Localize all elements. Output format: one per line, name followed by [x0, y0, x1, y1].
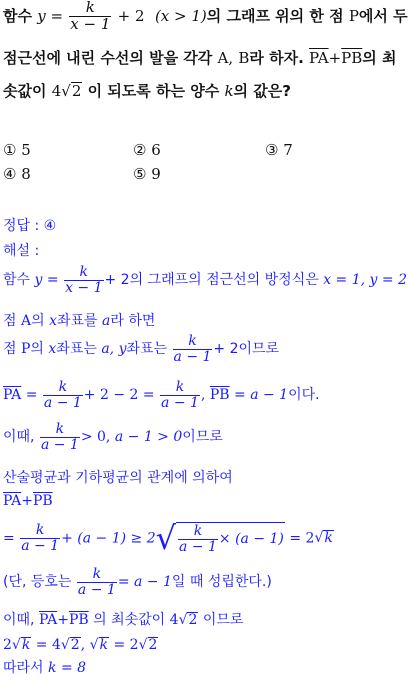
- math-text: k = 8: [48, 660, 87, 676]
- option-5[interactable]: [133, 165, 161, 183]
- math-text: a − 1 > 0: [114, 429, 183, 446]
- option-value: 5: [21, 141, 31, 159]
- fraction: [20, 523, 60, 553]
- solution-text: 이다.: [288, 387, 320, 404]
- fraction: [40, 422, 80, 452]
- problem-line-3: [3, 82, 291, 100]
- answer-label: 정답 : ④: [3, 218, 57, 234]
- math-condition: (x > 1): [154, 6, 207, 25]
- segment-pa: $\overline{PA}$: [309, 49, 329, 67]
- fraction: [173, 334, 213, 364]
- fraction: [77, 567, 117, 597]
- math-var: y: [118, 341, 127, 358]
- solution-text: 일 때 성립한다.): [171, 574, 272, 591]
- math-point: A: [217, 49, 229, 67]
- fraction-denominator: x − 1: [70, 14, 111, 33]
- math-text: +: [328, 49, 342, 67]
- math-point: P: [348, 6, 359, 25]
- math-var: x: [48, 341, 57, 358]
- fraction-denominator: a − 1: [43, 394, 82, 411]
- math-text: 4: [51, 82, 62, 100]
- segment-pb: $\overline{PB}$: [68, 612, 89, 628]
- math-text: + 2 − 2 =: [83, 387, 155, 404]
- fraction-denominator: a − 1: [77, 581, 116, 598]
- explanation-label: 해설 :: [3, 243, 40, 259]
- solution-text: 의 최솟값이: [93, 612, 166, 628]
- square-root: √2: [138, 637, 158, 653]
- fraction-denominator: a − 1: [173, 348, 212, 365]
- square-root: √2: [178, 612, 198, 628]
- fraction-numerator: k: [193, 523, 203, 540]
- math-var: x: [49, 313, 57, 329]
- segment-pa: $\overline{PA}$: [3, 493, 22, 509]
- solution-text: 의: [31, 313, 45, 329]
- problem-text: 함수: [3, 6, 32, 25]
- square-root: √ $\frac{k}{a - 1}$ × (a − 1): [155, 519, 284, 557]
- radicand: 2: [70, 637, 80, 653]
- math-text: ,: [200, 387, 206, 404]
- math-point: B: [238, 49, 250, 67]
- fraction-numerator: k: [92, 566, 102, 582]
- option-value: 9: [151, 165, 161, 183]
- problem-text: 이 되도록 하는 양수: [87, 82, 220, 100]
- segment-pa: $\overline{PA}$: [38, 612, 58, 628]
- fraction-denominator: a − 1: [179, 538, 217, 555]
- square-root: √2: [61, 82, 82, 100]
- fraction: [160, 380, 200, 410]
- math-text: +: [21, 493, 33, 509]
- solution-text: 라 하면: [110, 313, 156, 329]
- option-value: 8: [21, 165, 31, 183]
- math-text: ,: [228, 49, 234, 67]
- solution-text: 이때,: [3, 429, 35, 446]
- solution-text: 이때,: [3, 612, 35, 628]
- solution-text: 점: [3, 313, 17, 329]
- option-value: 7: [283, 141, 293, 159]
- math-text: =: [3, 530, 15, 547]
- math-text: x = 1,: [323, 272, 366, 289]
- solution-text: 좌표는: [126, 341, 168, 358]
- solution-text: 이므로: [202, 612, 244, 628]
- solution-line-7: [3, 493, 53, 509]
- math-text: = a − 1: [234, 387, 289, 404]
- math-text: =: [25, 387, 38, 404]
- solution-line-6: 산술평균과 기하평균의 관계에 의하여: [3, 470, 233, 486]
- math-text: × (a − 1): [218, 531, 284, 548]
- math-text: = 2: [113, 637, 139, 653]
- option-mark: ④: [3, 165, 17, 183]
- solution-text: 좌표는: [56, 341, 97, 358]
- radicand: 2: [71, 82, 82, 100]
- math-text: 2: [3, 637, 12, 653]
- solution-line-4: [3, 380, 320, 410]
- solution-text: + 2이므로: [213, 341, 280, 358]
- fraction-numerator: k: [55, 421, 65, 437]
- radicand: 2: [148, 637, 158, 653]
- fraction-denominator: x − 1: [65, 279, 103, 296]
- fraction-numerator: k: [79, 264, 89, 280]
- fraction-numerator: k: [188, 333, 197, 349]
- option-mark: ①: [3, 141, 17, 159]
- math-text: a,: [101, 341, 115, 358]
- option-1[interactable]: [3, 141, 31, 159]
- solution-text: 의: [30, 341, 44, 358]
- math-var: k: [224, 82, 234, 100]
- fraction: [64, 265, 103, 295]
- math-point: P: [20, 341, 31, 358]
- math-var: a: [102, 313, 111, 329]
- option-mark: ②: [133, 141, 147, 159]
- option-3[interactable]: [265, 141, 293, 159]
- math-text: ,: [80, 637, 86, 653]
- fraction: [178, 524, 218, 554]
- fraction-numerator: k: [58, 379, 68, 395]
- solution-text: 함수: [3, 272, 31, 289]
- solution-text: 따라서: [3, 660, 44, 676]
- fraction: [69, 0, 111, 33]
- fraction-numerator: k: [35, 522, 45, 539]
- math-point: A: [20, 313, 32, 329]
- fraction: [43, 380, 83, 410]
- solution-text: 좌표를: [57, 313, 98, 329]
- segment-pb: $\overline{PB}$: [209, 387, 230, 404]
- math-text: +: [57, 612, 69, 628]
- option-4[interactable]: [3, 165, 31, 183]
- math-text: + (a − 1) ≥ 2: [61, 530, 156, 547]
- square-root: √k: [11, 637, 31, 653]
- fraction-denominator: a − 1: [161, 394, 199, 411]
- problem-text: 에서 두: [358, 6, 408, 25]
- problem-text: 의 그래프 위의 한 점: [206, 6, 344, 25]
- solution-text: (단, 등호는: [3, 574, 72, 591]
- problem-text: 점근선에 내린 수선의 발을 각각: [3, 49, 213, 67]
- solution-line-8: [3, 520, 334, 557]
- problem-line-1: [3, 0, 408, 33]
- square-root: √k: [314, 530, 333, 547]
- solution-line-12: [3, 660, 86, 676]
- segment-pb: $\overline{PB}$: [32, 493, 53, 509]
- problem-text: 의 최: [362, 49, 397, 67]
- math-text: = 2: [289, 530, 315, 547]
- fraction-denominator: a − 1: [40, 436, 79, 453]
- problem-text: 라 하자.: [249, 49, 304, 67]
- fraction-denominator: a − 1: [21, 537, 60, 554]
- option-mark: ⑤: [133, 165, 147, 183]
- math-text: = 4: [35, 637, 61, 653]
- square-root: √2: [60, 637, 80, 653]
- math-text: = a − 1: [117, 574, 172, 591]
- math-text: y =: [34, 272, 59, 289]
- fraction-numerator: k: [85, 0, 95, 16]
- solution-line-1: [3, 265, 407, 295]
- radicand: k: [324, 530, 333, 547]
- square-root: √k: [89, 637, 109, 653]
- math-text: > 0,: [80, 429, 111, 446]
- problem-line-2: [3, 50, 397, 67]
- math-text: 4: [169, 612, 179, 628]
- math-text: y = 2: [369, 272, 407, 289]
- solution-text: + 2의 그래프의 점근선의 방정식은: [104, 272, 319, 289]
- fraction-numerator: k: [175, 379, 185, 395]
- solution-text: 점: [3, 341, 17, 358]
- solution-text: 이므로: [182, 429, 223, 446]
- math-text: + 2: [117, 6, 145, 25]
- radicand: k: [21, 637, 31, 653]
- solution-line-10: [3, 612, 243, 628]
- problem-text: 의 값은?: [233, 82, 291, 100]
- math-text: y =: [37, 6, 64, 25]
- segment-pb: $\overline{PB}$: [341, 49, 363, 67]
- radicand: k: [99, 637, 109, 653]
- solution-line-2: [3, 313, 155, 329]
- option-2[interactable]: [133, 141, 161, 159]
- radicand: 2: [188, 612, 198, 628]
- solution-line-11: [3, 637, 158, 653]
- option-mark: ③: [265, 141, 279, 159]
- solution-line-5: [3, 422, 223, 452]
- solution-line-9: [3, 567, 272, 597]
- solution-line-3: [3, 334, 279, 364]
- segment-pa: $\overline{PA}$: [3, 387, 22, 404]
- option-value: 6: [151, 141, 161, 159]
- problem-text: 솟값이: [3, 82, 47, 100]
